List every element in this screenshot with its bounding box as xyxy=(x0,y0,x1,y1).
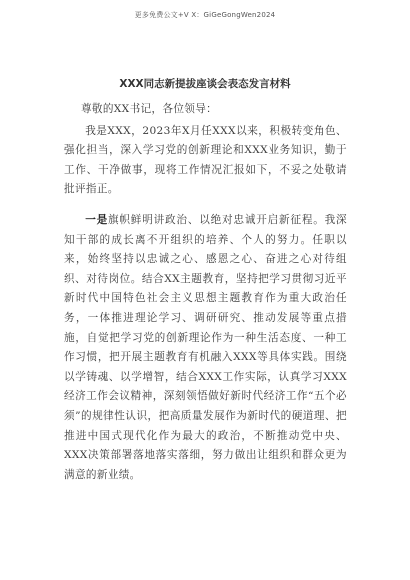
greeting-line: 尊敬的XX书记，各位领导： xyxy=(80,103,218,115)
section-paragraph xyxy=(64,211,347,485)
section-text: 旗帜鲜明讲政治、以绝对忠诚开启新征程。我深知干部的成长离不开组织的培养、个人的努力。任职以来，始终坚持以忠诚之心、感恩之心、奋进之心对待组织、对待岗位。结合XX主题教育，坚持把学习贯彻习近平新时代中国特色社会主义思想主题教育作为重大政治任务，一体推进理论学习、调研研究、推动发展等重点措施，自觉把学习党的创新理论作为一种生活态度、一种工作习惯，把开展主题教育有机融入XXX等具体实践。围绕以学铸魂、以学增智，结合XXX工作实际，认真学习XXX经济工作会议精神，深刻领悟做好新时代经济工作“五个必须”的规律性认识，把高质量发展作为新时代的硬道理、把推进中国式现代化作为最大的政治，不断推动党中央、XXX决策部署落地落实落细，努力做出让组织和群众更为满意的新业绩。 xyxy=(64,213,347,481)
document-title: XXX同志新提拔座谈会表态发言材料 xyxy=(119,78,291,90)
intro-paragraph: 我是XXX，2023年X月任XXX以来，积极转变角色、强化担当，深入学习党的创新理论和XXX业务知识，勤于工作、干净做事，现将工作情况汇报如下，不妥之处敬请批评指正。 xyxy=(64,124,347,196)
watermark-header: 更多免费公文+V X：GiGeGongWen2024 xyxy=(134,11,276,19)
section-lead: 一是 xyxy=(85,213,108,226)
document-body xyxy=(64,100,347,485)
